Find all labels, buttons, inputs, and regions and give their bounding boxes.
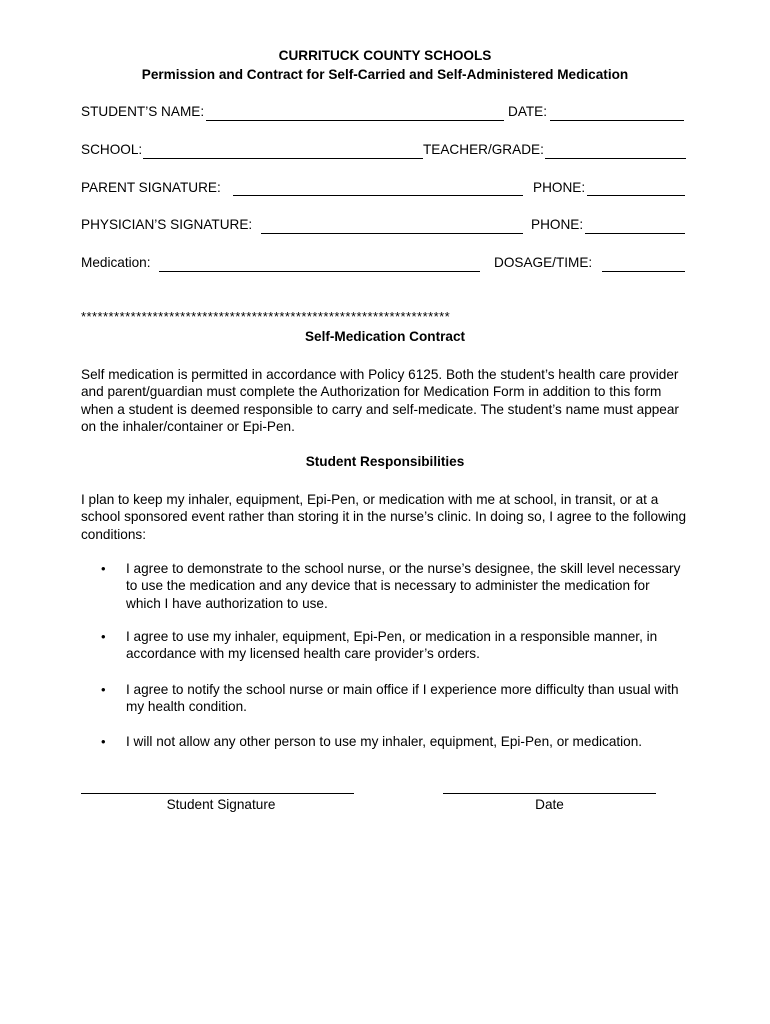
teacher-grade-label: TEACHER/GRADE: [423, 142, 544, 157]
bullet-icon: • [101, 629, 106, 644]
asterisk-separator: ******************************************************************* [81, 309, 451, 324]
teacher-grade-field[interactable] [545, 158, 686, 159]
bullet-icon: • [101, 734, 106, 749]
school-label: SCHOOL: [81, 142, 143, 157]
bullet-icon: • [101, 682, 106, 697]
student-name-label: STUDENT’S NAME: [81, 104, 205, 119]
contract-intro: Self medication is permitted in accordance with Policy 6125. Both the student’s health care provider and parent/guardian must complete the Authorization for Medication Form in addition to this form when a student is deemed responsible to carry and self-medicate. The student’s name must appear on the inhaler/container or Epi-Pen. [81, 367, 679, 434]
school-field[interactable] [143, 158, 423, 159]
physician-phone-field[interactable] [585, 233, 685, 234]
physician-signature-label: PHYSICIAN’S SIGNATURE: [81, 217, 253, 232]
contract-heading: Self-Medication Contract [304, 329, 466, 344]
responsibility-item: I will not allow any other person to use my inhaler, equipment, Epi-Pen, or medication. [126, 734, 643, 749]
dosage-time-field[interactable] [602, 271, 685, 272]
parent-signature-label: PARENT SIGNATURE: [81, 180, 221, 195]
physician-signature-field[interactable] [261, 233, 523, 234]
responsibilities-intro: I plan to keep my inhaler, equipment, Epi-Pen, or medication with me at school, in transit, or at a school sponsored event rather than storing it in the nurse’s clinic. In doing so, I agree to the following conditions: [81, 492, 687, 542]
responsibility-item: I agree to notify the school nurse or main office if I experience more difficulty than usual with my health condition. [126, 682, 679, 715]
dosage-time-label: DOSAGE/TIME: [494, 255, 593, 270]
signature-date-label: Date [535, 797, 564, 812]
date-label: DATE: [508, 104, 548, 119]
form-title: Permission and Contract for Self-Carried and Self-Administered Medication [141, 67, 629, 82]
student-name-field[interactable] [206, 120, 504, 121]
responsibility-item: I agree to demonstrate to the school nurse, or the nurse’s designee, the skill level necessary to use the medication and any device that is necessary to administer the medication for which I have authorization to use. [126, 561, 681, 611]
bullet-icon: • [101, 561, 106, 576]
parent-phone-label: PHONE: [533, 180, 586, 195]
district-title: CURRITUCK COUNTY SCHOOLS [278, 48, 492, 63]
physician-phone-label: PHONE: [531, 217, 584, 232]
student-signature-label: Student Signature [166, 797, 276, 812]
signature-date-field[interactable] [443, 793, 656, 794]
medication-field[interactable] [159, 271, 480, 272]
responsibilities-heading: Student Responsibilities [305, 454, 465, 469]
student-signature-field[interactable] [81, 793, 354, 794]
medication-label: Medication: [81, 255, 151, 270]
responsibility-item: I agree to use my inhaler, equipment, Epi-Pen, or medication in a responsible manner, in accordance with my licensed health care provider’s orders. [126, 629, 658, 662]
parent-phone-field[interactable] [587, 195, 685, 196]
date-field[interactable] [550, 120, 684, 121]
parent-signature-field[interactable] [233, 195, 523, 196]
